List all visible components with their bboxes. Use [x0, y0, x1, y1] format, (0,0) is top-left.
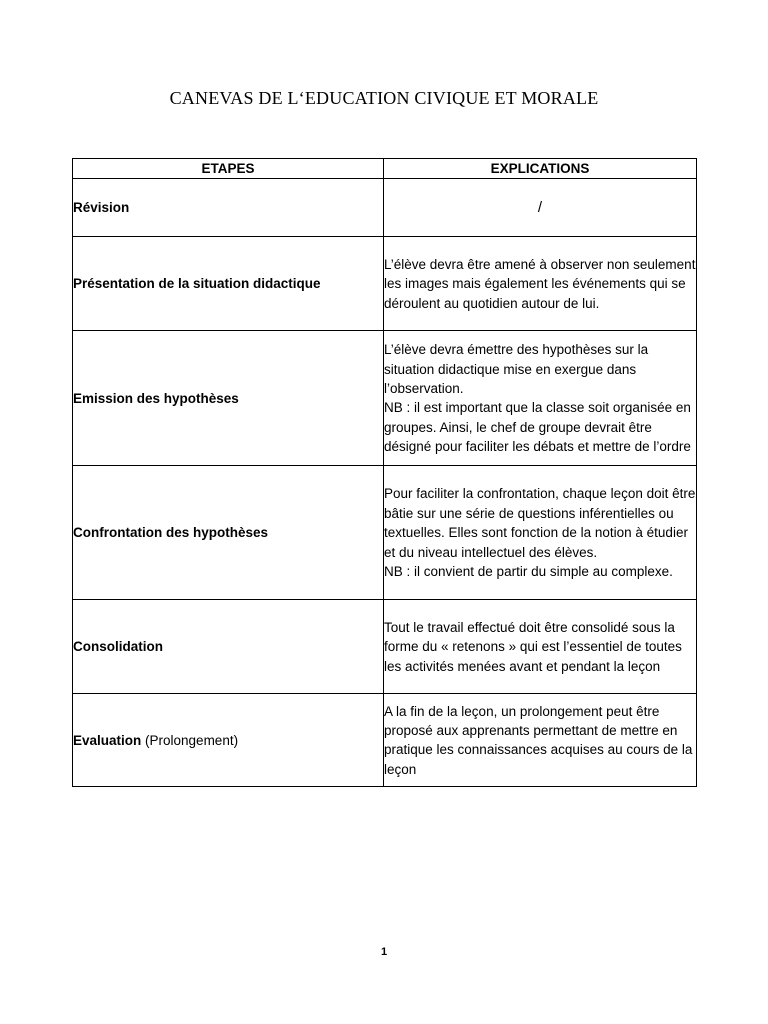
explanation-cell [384, 179, 697, 237]
step-label: Consolidation [73, 639, 163, 655]
table-row [73, 694, 697, 787]
explanation-text: Tout le travail effectué doit être consolidé sous la forme du « retenons » qui est l’essentiel de toutes les activités menées avant et pendant la leçon [384, 619, 682, 674]
page-number: 1 [380, 946, 388, 958]
step-cell [73, 331, 384, 466]
header-etapes: ETAPES [73, 159, 384, 179]
explanation-text: Pour faciliter la confrontation, chaque leçon doit être bâtie sur une série de questions inférentielles ou textuelles. Elles sont fonction de la notion à étudier et du niveau intellectuel des élèves. [384, 486, 696, 560]
explanation-cell [384, 600, 697, 694]
table-row [73, 179, 697, 237]
step-cell [73, 237, 384, 331]
nb-note: NB : il est important que la classe soit organisée en groupes. Ainsi, le chef de groupe devrait être désigné pour faciliter les débats et mettre de l’ordre [384, 400, 691, 455]
step-label: Confrontation des hypothèses [73, 525, 269, 541]
explanation-cell [384, 466, 697, 600]
step-label: Présentation de la situation didactique [73, 276, 321, 292]
step-label: Révision [73, 200, 130, 216]
step-label: Emission des hypothèses [73, 390, 239, 406]
explanation-text: L’élève devra émettre des hypothèses sur la situation didactique mise en exergue dans l’observation. [384, 342, 649, 396]
table-row [73, 237, 697, 331]
step-label: Evaluation [73, 732, 142, 748]
explanation-text: / [537, 199, 543, 217]
explanation-text: A la fin de la leçon, un prolongement peut être proposé aux apprenants permettant de mettre en pratique les connaissances acquises au cours de la leçon [384, 703, 693, 777]
explanation-cell [384, 331, 697, 466]
step-cell [73, 466, 384, 600]
canevas-table [72, 158, 697, 787]
step-cell [73, 600, 384, 694]
nb-note: NB : il convient de partir du simple au complexe. [384, 564, 673, 580]
step-cell [73, 179, 384, 237]
page-title: CANEVAS DE L‘EDUCATION CIVIQUE ET MORALE [169, 88, 599, 108]
step-note: (Prolongement) [145, 732, 239, 748]
explanation-text: L’élève devra être amené à observer non seulement les images mais également les événements qui se déroulent au quotidien autour de lui. [384, 256, 696, 311]
step-cell [73, 694, 384, 787]
table-row [73, 600, 697, 694]
explanation-cell [384, 694, 697, 787]
table-header-row [73, 159, 697, 179]
header-explications: EXPLICATIONS [384, 159, 697, 179]
table-row [73, 466, 697, 600]
explanation-cell [384, 237, 697, 331]
table-row [73, 331, 697, 466]
